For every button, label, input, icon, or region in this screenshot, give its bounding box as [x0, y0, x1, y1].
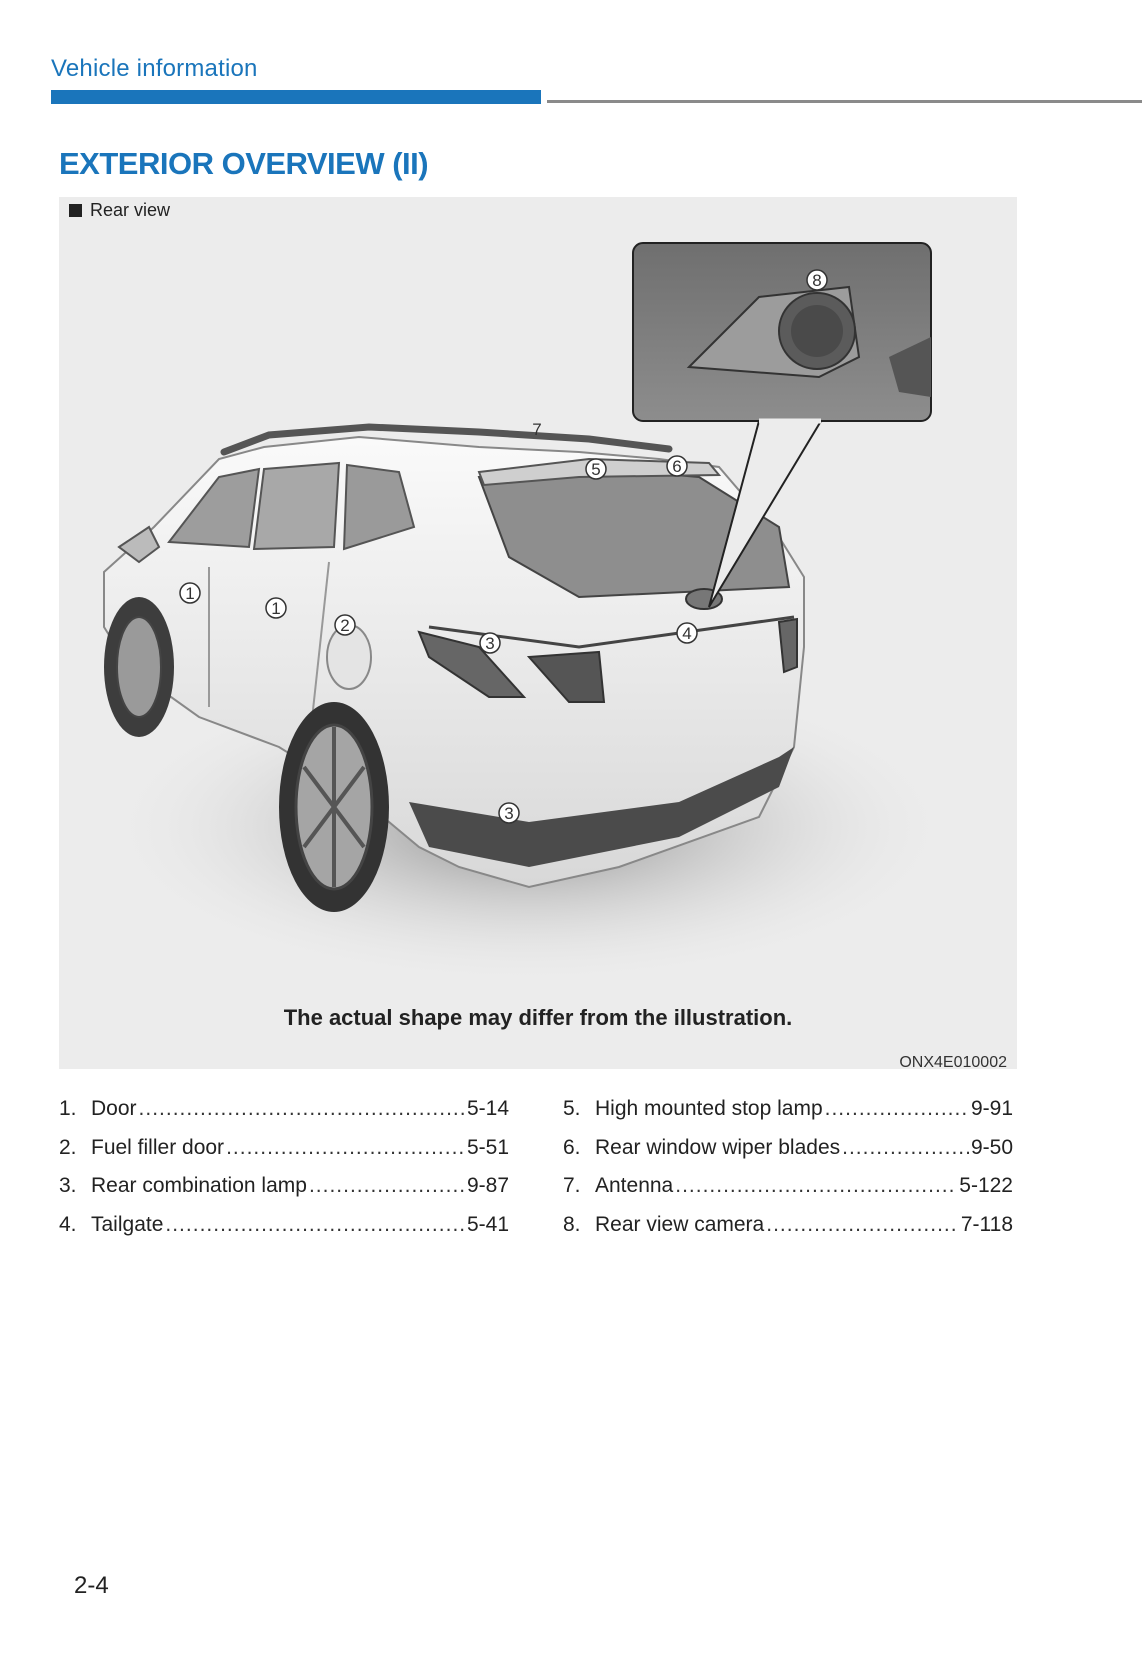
callout-7 [532, 420, 541, 439]
legend-number: 3. [59, 1174, 77, 1197]
legend-item [59, 1174, 509, 1213]
legend-item [563, 1213, 1013, 1252]
callout-6 [667, 456, 687, 476]
leader-dots [226, 1136, 465, 1160]
legend-number: 1. [59, 1097, 77, 1120]
legend-label: Antenna [595, 1174, 674, 1197]
legend-right [563, 1097, 1013, 1251]
figure-code: ONX4E010002 [899, 1054, 1007, 1071]
legend-left [59, 1097, 509, 1251]
svg-text:2: 2 [340, 616, 350, 635]
callout-4 [677, 623, 697, 643]
leader-dots [842, 1136, 969, 1160]
leader-dots [165, 1213, 465, 1237]
legend-number: 2. [59, 1135, 77, 1159]
legend-label: High mounted stop lamp [595, 1097, 823, 1120]
vehicle-rear-illustration [59, 227, 1017, 1027]
callout-5 [586, 459, 606, 479]
svg-text:1: 1 [185, 584, 195, 603]
page-title: EXTERIOR OVERVIEW (II) [59, 146, 429, 181]
header-divider [547, 100, 1142, 103]
section-header: Vehicle information [51, 55, 258, 82]
svg-text:3: 3 [485, 634, 495, 653]
square-bullet-icon [69, 204, 82, 217]
svg-text:7: 7 [532, 420, 542, 439]
callout-1a [180, 583, 200, 603]
svg-text:8: 8 [812, 271, 822, 290]
legend-number: 8. [563, 1212, 581, 1236]
legend-label: Rear view camera [595, 1212, 765, 1236]
callout-8 [807, 270, 827, 290]
svg-text:6: 6 [672, 457, 682, 476]
leader-dots [309, 1174, 465, 1198]
legend-label: Fuel filler door [91, 1135, 225, 1159]
legend-page-ref: 9-91 [970, 1097, 1013, 1120]
legend-number: 7. [563, 1174, 581, 1197]
leader-dots [825, 1097, 969, 1121]
header-accent-bar [51, 90, 541, 104]
legend-number: 4. [59, 1212, 77, 1236]
legend-page-ref: 5-41 [466, 1212, 509, 1236]
callout-1b [266, 598, 286, 618]
callout-3b [499, 803, 519, 823]
legend-page-ref: 5-122 [959, 1174, 1013, 1197]
leader-dots [675, 1174, 957, 1198]
legend-label: Rear window wiper blades [595, 1135, 841, 1159]
svg-text:5: 5 [591, 460, 601, 479]
callout-3a [480, 633, 500, 653]
page-number: 2-4 [74, 1572, 109, 1599]
svg-text:3: 3 [504, 804, 514, 823]
legend-label: Door [91, 1097, 137, 1120]
leader-dots [766, 1213, 959, 1237]
legend-page-ref: 5-14 [466, 1097, 509, 1120]
figure-caption [69, 200, 170, 221]
svg-text:1: 1 [271, 599, 281, 618]
legend-item [59, 1097, 509, 1136]
legend-page-ref: 9-87 [466, 1174, 509, 1197]
legend-label: Tailgate [91, 1212, 164, 1236]
legend-page-ref: 9-50 [970, 1135, 1013, 1159]
legend-label: Rear combination lamp [91, 1174, 307, 1197]
svg-text:4: 4 [682, 624, 692, 643]
legend-item [563, 1136, 1013, 1175]
callout-2 [335, 615, 355, 635]
legend-page-ref: 5-51 [466, 1135, 509, 1159]
legend-item [563, 1174, 1013, 1213]
legend-item [59, 1213, 509, 1252]
legend-number: 6. [563, 1135, 581, 1159]
legend-item [59, 1136, 509, 1175]
legend-item [563, 1097, 1013, 1136]
legend-number: 5. [563, 1097, 581, 1120]
figure-caption-text: Rear view [90, 200, 171, 220]
leader-dots [139, 1097, 465, 1121]
legend-page-ref: 7-118 [960, 1212, 1013, 1236]
figure-panel [59, 197, 1017, 1069]
illustration-disclaimer: The actual shape may differ from the illustration. [283, 1005, 793, 1030]
